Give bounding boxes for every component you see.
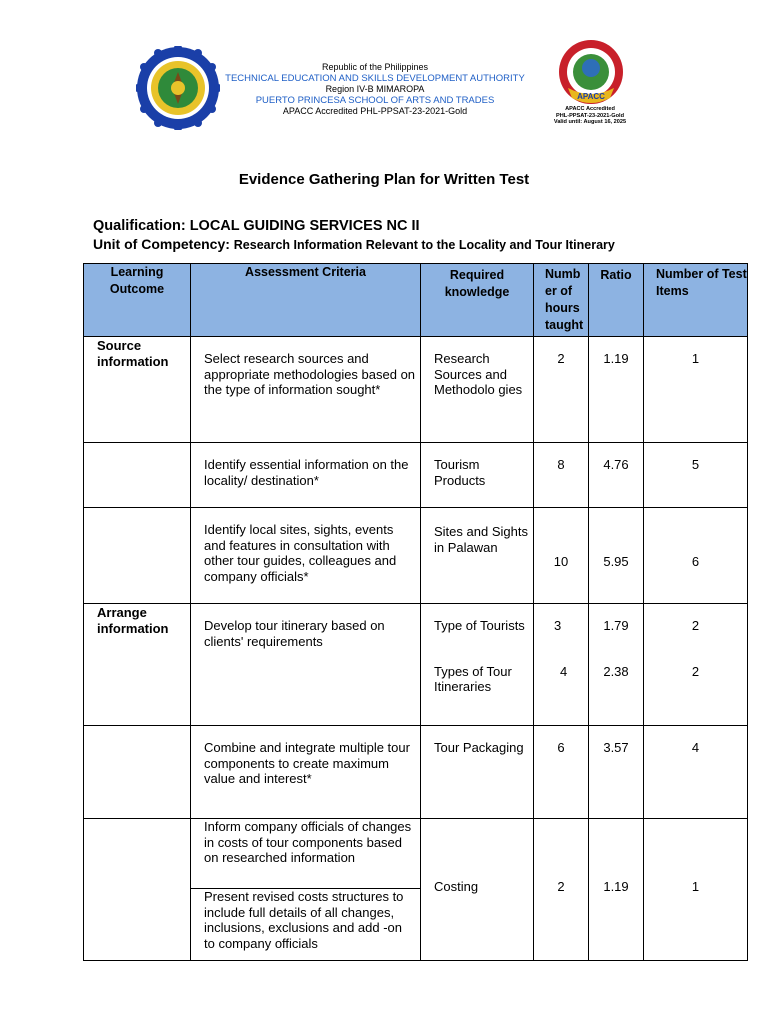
apacc-line3: Valid until: August 16, 2025 xyxy=(553,119,627,126)
knowledge-cell xyxy=(421,604,534,726)
hours-cell: 2 xyxy=(534,819,589,961)
apacc-line1: APACC Accredited xyxy=(565,106,615,112)
header-republic: Republic of the Philippines xyxy=(321,62,429,72)
items-cell: 1 xyxy=(644,337,748,443)
hours-value: 4 xyxy=(560,663,568,679)
items-cell xyxy=(644,604,748,726)
unit-label: Unit of Competency: xyxy=(93,236,230,252)
header-school: PUERTO PRINCESA SCHOOL OF ARTS AND TRADES xyxy=(255,95,495,106)
unit-line xyxy=(93,236,615,252)
items-cell: 5 xyxy=(644,443,748,508)
school-header xyxy=(210,62,540,117)
items-cell: 1 xyxy=(644,819,748,961)
table-row xyxy=(84,443,748,508)
ratio-cell: 5.95 xyxy=(589,508,644,604)
ratio-cell: 4.76 xyxy=(589,443,644,508)
ratio-value: 2.38 xyxy=(603,663,629,679)
table-row xyxy=(84,726,748,819)
unit-value: Research Information Relevant to the Locality and Tour Itinerary xyxy=(233,238,615,252)
document-title: Evidence Gathering Plan for Written Test xyxy=(238,171,530,188)
learning-outcome-cell xyxy=(84,819,191,961)
header-accreditation: APACC Accredited PHL-PPSAT-23-2021-Gold xyxy=(282,106,468,116)
school-seal-logo xyxy=(136,46,220,130)
knowledge-item: Type of Tourists xyxy=(434,618,525,633)
knowledge-cell: Costing xyxy=(421,819,534,961)
hours-cell: 2 xyxy=(534,337,589,443)
hours-cell: 10 xyxy=(534,508,589,604)
knowledge-item: Types of Tour Itineraries xyxy=(434,663,512,694)
learning-outcome-cell xyxy=(84,508,191,604)
hours-value: 3 xyxy=(554,618,562,633)
criteria-cell: Identify local sites, sights, events and features in consultation with other tour guides, colleagues and company officials* xyxy=(191,508,421,604)
criteria-cell: Identify essential information on the locality/ destination* xyxy=(191,443,421,508)
criteria-cell: Present revised costs structures to include full details of all changes, inclusions, exclusions and add -on to company officials xyxy=(191,889,421,961)
knowledge-cell: Research Sources and Methodolo gies xyxy=(421,337,534,443)
evidence-gathering-table xyxy=(83,263,748,961)
hours-cell xyxy=(534,604,589,726)
header-ratio: Ratio xyxy=(589,264,644,337)
qualification-value: LOCAL GUIDING SERVICES NC II xyxy=(189,218,420,234)
knowledge-cell: Tour Packaging xyxy=(421,726,534,819)
hours-cell: 8 xyxy=(534,443,589,508)
ratio-cell: 3.57 xyxy=(589,726,644,819)
header-assessment-criteria: Assessment Criteria xyxy=(191,264,421,337)
table-row xyxy=(84,604,748,726)
hours-cell: 6 xyxy=(534,726,589,819)
criteria-cell: Develop tour itinerary based on clients' requirements xyxy=(191,604,421,726)
ratio-cell: 1.19 xyxy=(589,819,644,961)
table-row xyxy=(84,508,748,604)
items-cell: 4 xyxy=(644,726,748,819)
learning-outcome-cell: Source information xyxy=(84,337,191,443)
header-tesda: TECHNICAL EDUCATION AND SKILLS DEVELOPMENT AUTHORITY xyxy=(225,73,525,84)
items-value: 2 xyxy=(691,663,700,679)
items-cell: 6 xyxy=(644,508,748,604)
ratio-cell: 1.19 xyxy=(589,337,644,443)
apacc-logo-label: APACC xyxy=(577,92,605,101)
learning-outcome-cell xyxy=(84,726,191,819)
knowledge-cell: Tourism Products xyxy=(421,443,534,508)
table-row xyxy=(84,819,748,889)
ratio-value: 1.79 xyxy=(603,618,629,633)
knowledge-cell: Sites and Sights in Palawan xyxy=(421,508,534,604)
criteria-cell: Inform company officials of changes in costs of tour components based on researched information xyxy=(191,819,421,889)
qualification-line xyxy=(93,218,420,234)
ratio-cell xyxy=(589,604,644,726)
learning-outcome-cell: Arrange information xyxy=(84,604,191,726)
qualification-label: Qualification: xyxy=(93,218,186,234)
table-header-row xyxy=(84,264,748,337)
learning-outcome-cell xyxy=(84,443,191,508)
apacc-line2: PHL-PPSAT-23-2021-Gold xyxy=(556,112,624,119)
header-learning-outcome: Learning Outcome xyxy=(84,264,191,337)
apacc-caption xyxy=(540,106,640,126)
header-test-items: Number of Test Items xyxy=(644,264,748,337)
criteria-cell: Select research sources and appropriate methodologies based on the type of information sought* xyxy=(191,337,421,443)
items-value: 2 xyxy=(691,618,700,633)
table-row xyxy=(84,337,748,443)
criteria-cell: Combine and integrate multiple tour components to create maximum value and interest* xyxy=(191,726,421,819)
header-required-knowledge: Required knowledge xyxy=(421,264,534,337)
header-region: Region IV-B MIMAROPA xyxy=(325,84,425,94)
header-hours-taught: Numb er of hours taught xyxy=(534,264,589,337)
